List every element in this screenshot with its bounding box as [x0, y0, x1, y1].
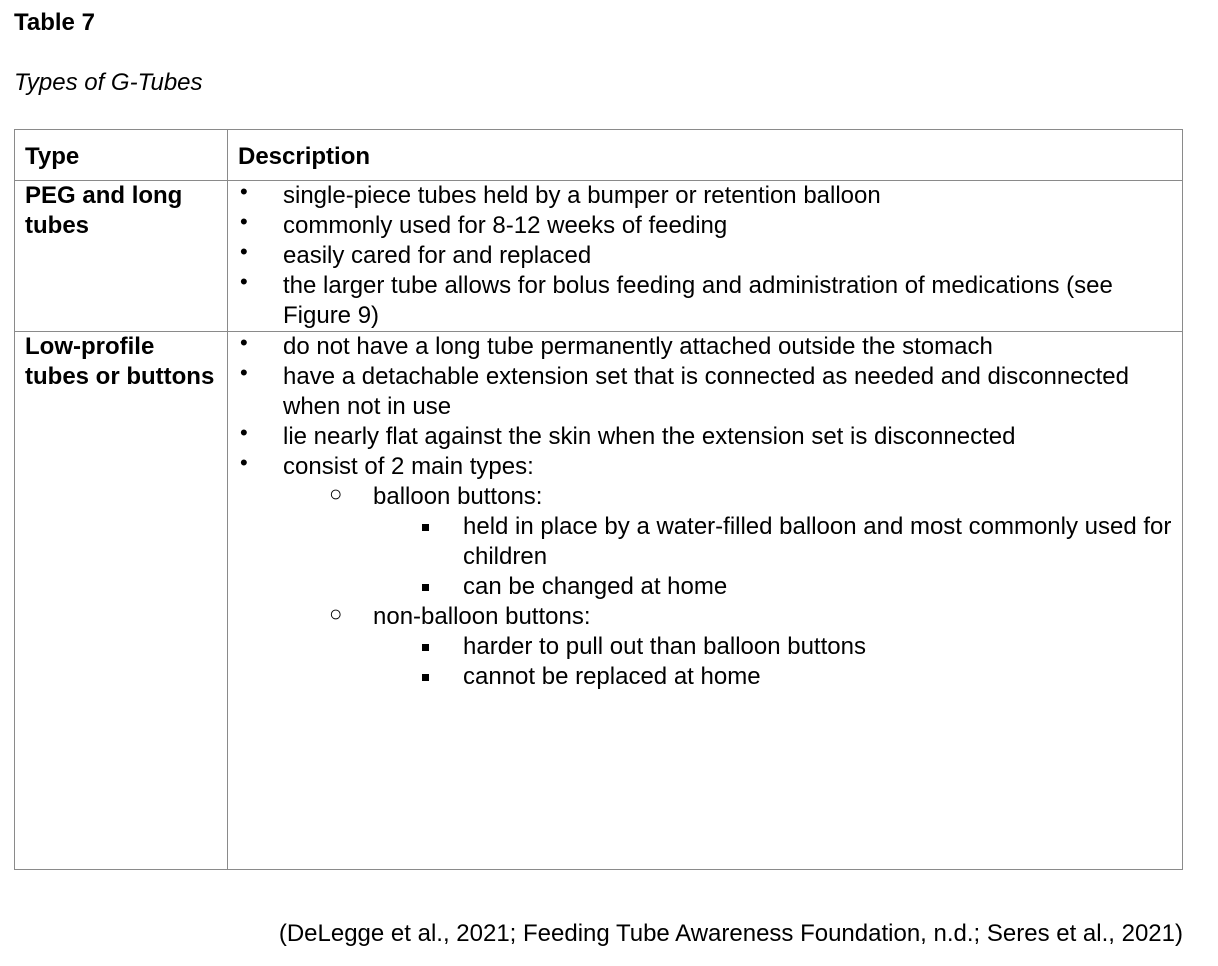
sub-sub-list-item: [238, 662, 1172, 692]
header-row: [15, 130, 1183, 181]
square-bullet-icon: [422, 524, 429, 531]
sub-list-item: [238, 602, 1172, 632]
sub-sub-list-item: [238, 512, 1172, 572]
square-bullet-icon: [422, 674, 429, 681]
sub-list-item-text: balloon buttons:: [373, 483, 543, 510]
description-cell-peg: [228, 181, 1183, 332]
list-item-text: do not have a long tube permanently attached outside the stomach: [283, 333, 993, 360]
bullet-icon: •: [240, 209, 248, 234]
list-item: [238, 362, 1172, 422]
list-item: [238, 332, 1172, 362]
list-item-text: easily cared for and replaced: [283, 242, 592, 269]
list-item: [238, 271, 1172, 331]
description-column-header: Description: [228, 130, 1183, 181]
hollow-circle-bullet-icon: ○: [329, 601, 343, 626]
list-item-text: single-piece tubes held by a bumper or retention balloon: [283, 182, 881, 209]
square-bullet-icon: [422, 584, 429, 591]
sub-sub-list-item-text: cannot be replaced at home: [463, 663, 761, 690]
bullet-icon: •: [240, 269, 248, 294]
sub-sub-list-item-text: harder to pull out than balloon buttons: [463, 633, 866, 660]
list-item: [238, 241, 1172, 271]
bullet-icon: •: [240, 179, 248, 204]
sub-sub-list-item: [238, 572, 1172, 602]
list-item: [238, 211, 1172, 241]
square-bullet-icon: [422, 644, 429, 651]
citation: (DeLegge et al., 2021; Feeding Tube Awareness Foundation, n.d.; Seres et al., 2021): [278, 920, 1183, 947]
list-item-text: commonly used for 8-12 weeks of feeding: [283, 212, 728, 239]
list-item: [238, 181, 1172, 211]
table-number: Table 7: [14, 9, 95, 36]
list-item-text: the larger tube allows for bolus feeding and administration of medications (see Figure 9): [283, 272, 1113, 329]
list-item-text: have a detachable extension set that is connected as needed and disconnected when not in use: [283, 363, 1129, 420]
bullet-icon: •: [240, 450, 248, 475]
g-tube-types-table: [14, 129, 1183, 870]
sub-list-item-text: non-balloon buttons:: [373, 603, 591, 630]
hollow-circle-bullet-icon: ○: [329, 481, 343, 506]
bullet-icon: •: [240, 360, 248, 385]
table-title: Types of G-Tubes: [14, 69, 203, 96]
sub-sub-list-item-text: held in place by a water-filled balloon and most commonly used for children: [463, 513, 1172, 570]
bullet-icon: •: [240, 330, 248, 355]
type-cell-peg: PEG and long tubes: [15, 181, 228, 332]
sub-sub-list-item: [238, 632, 1172, 662]
list-item-text: consist of 2 main types:: [283, 453, 534, 480]
type-column-header: Type: [15, 130, 228, 181]
description-cell-low-profile: [228, 332, 1183, 870]
table-row-peg: [15, 181, 1183, 332]
list-item: [238, 422, 1172, 452]
type-cell-low-profile: Low-profile tubes or buttons: [15, 332, 228, 870]
bullet-icon: •: [240, 420, 248, 445]
list-item-text: lie nearly flat against the skin when the extension set is disconnected: [283, 423, 1016, 450]
sub-sub-list-item-text: can be changed at home: [463, 573, 728, 600]
bullet-icon: •: [240, 239, 248, 264]
list-item: [238, 452, 1172, 482]
sub-list-item: [238, 482, 1172, 512]
table-row-low-profile: [15, 332, 1183, 870]
